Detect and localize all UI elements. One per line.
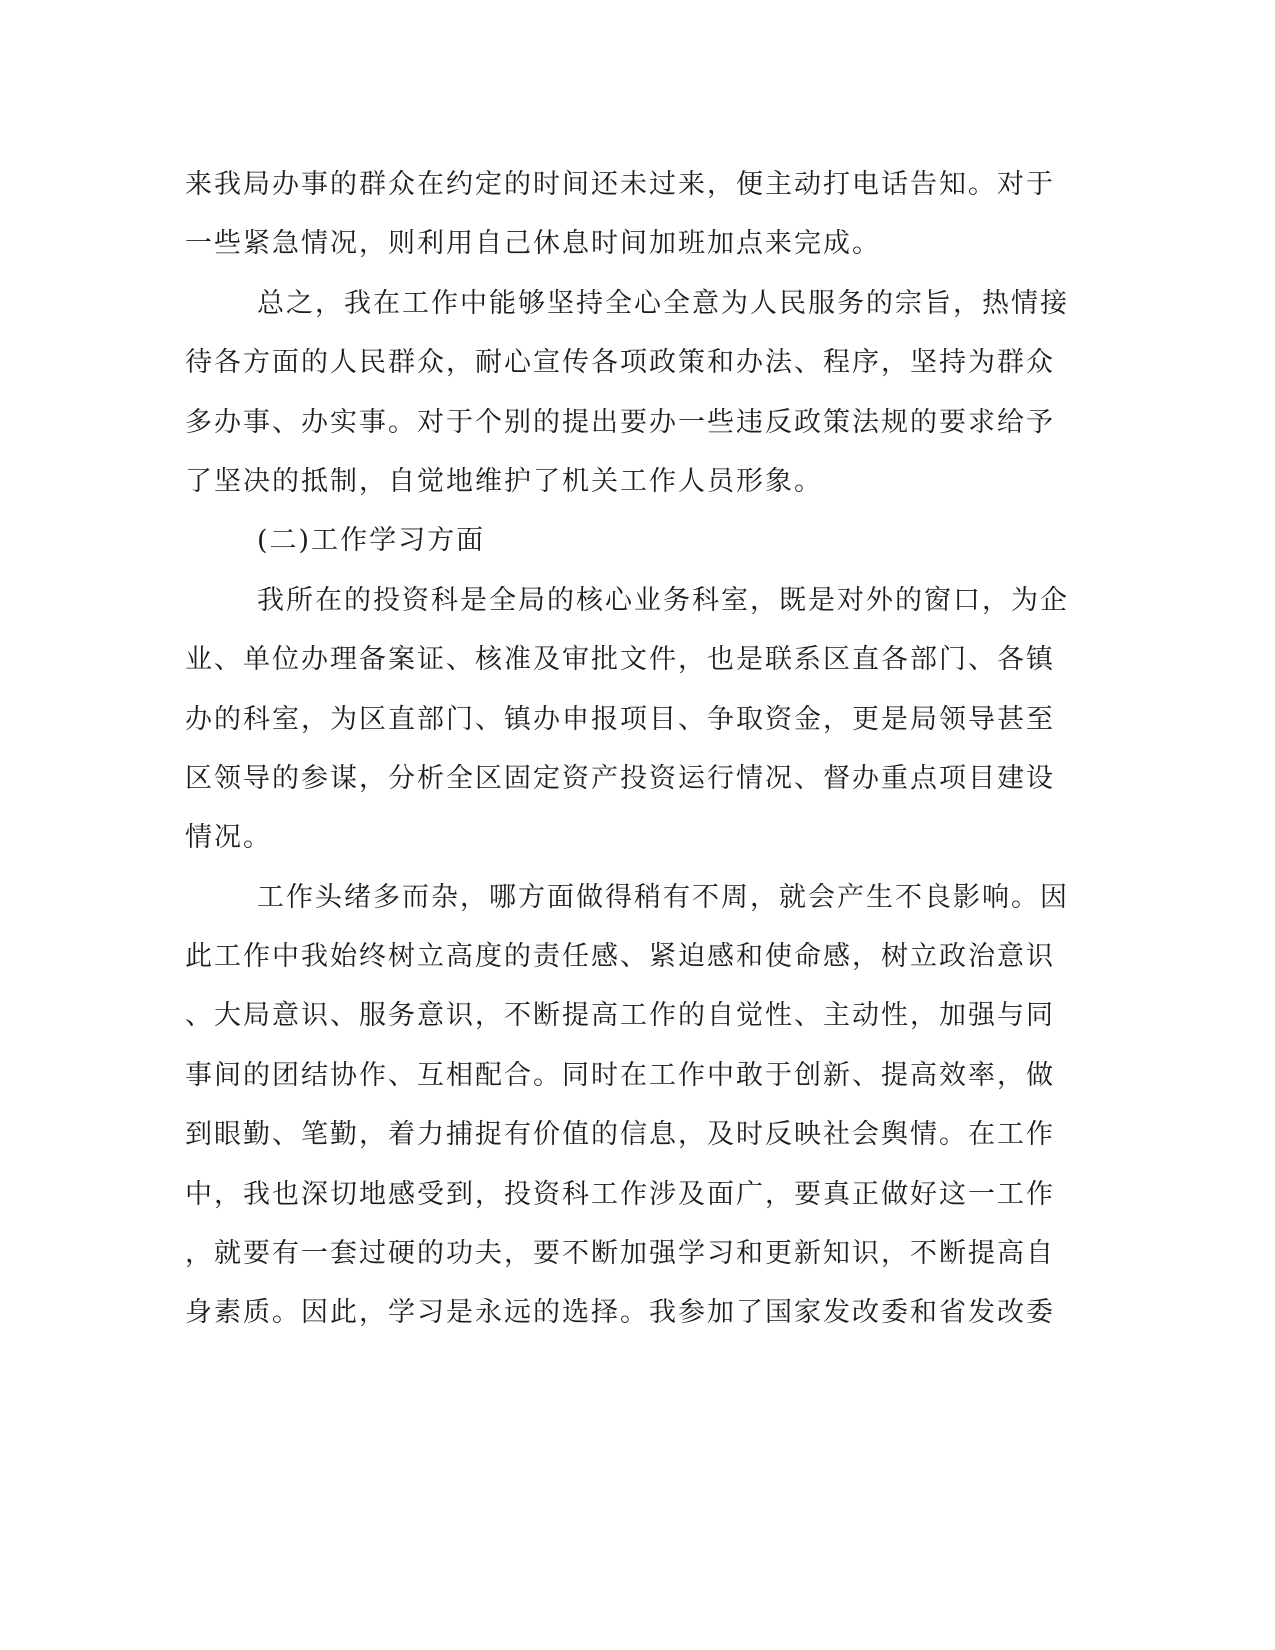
text-line: 一些紧急情况，则利用自己休息时间加班加点来完成。 [185,228,881,260]
text-line: 了坚决的抵制，自觉地维护了机关工作人员形象。 [185,465,823,497]
text-line: 事间的团结协作、互相配合。同时在工作中敢于创新、提高效率，做 [185,1059,1055,1091]
paragraph-first-line: 工作头绪多而杂，哪方面做得稍有不周，就会产生不良影响。因 [257,881,1069,913]
text-line: 待各方面的人民群众，耐心宣传各项政策和办法、程序，坚持为群众 [185,347,1055,379]
paragraph-first-line: 总之，我在工作中能够坚持全心全意为人民服务的宗旨，热情接 [257,287,1069,319]
text-line: 情况。 [185,822,272,854]
text-line: 来我局办事的群众在约定的时间还未过来，便主动打电话告知。对于 [185,169,1055,200]
text-line: 区领导的参谋，分析全区固定资产投资运行情况、督办重点项目建设 [185,762,1055,794]
text-line: 业、单位办理备案证、核准及审批文件，也是联系区直各部门、各镇 [185,644,1055,676]
text-line: 多办事、办实事。对于个别的提出要办一些违反政策法规的要求给予 [185,406,1055,438]
paragraph-first-line: 我所在的投资科是全局的核心业务科室，既是对外的窗口，为企 [257,584,1069,616]
text-line: 、大局意识、服务意识，不断提高工作的自觉性、主动性，加强与同 [185,1000,1055,1032]
text-line: 身素质。因此，学习是永远的选择。我参加了国家发改委和省发改委 [185,1297,1055,1329]
paragraph-first-line: (二)工作学习方面 [257,525,486,557]
text-line: 办的科室，为区直部门、镇办申报项目、争取资金，更是局领导甚至 [185,703,1055,735]
document-body [185,155,1069,1343]
text-line: 中，我也深切地感受到，投资科工作涉及面广，要真正做好这一工作 [185,1178,1055,1210]
text-line: 此工作中我始终树立高度的责任感、紧迫感和使命感，树立政治意识 [185,941,1055,973]
text-line: 到眼勤、笔勤，着力捕捉有价值的信息，及时反映社会舆情。在工作 [185,1119,1055,1151]
text-line: ，就要有一套过硬的功夫，要不断加强学习和更新知识，不断提高自 [185,1238,1055,1270]
